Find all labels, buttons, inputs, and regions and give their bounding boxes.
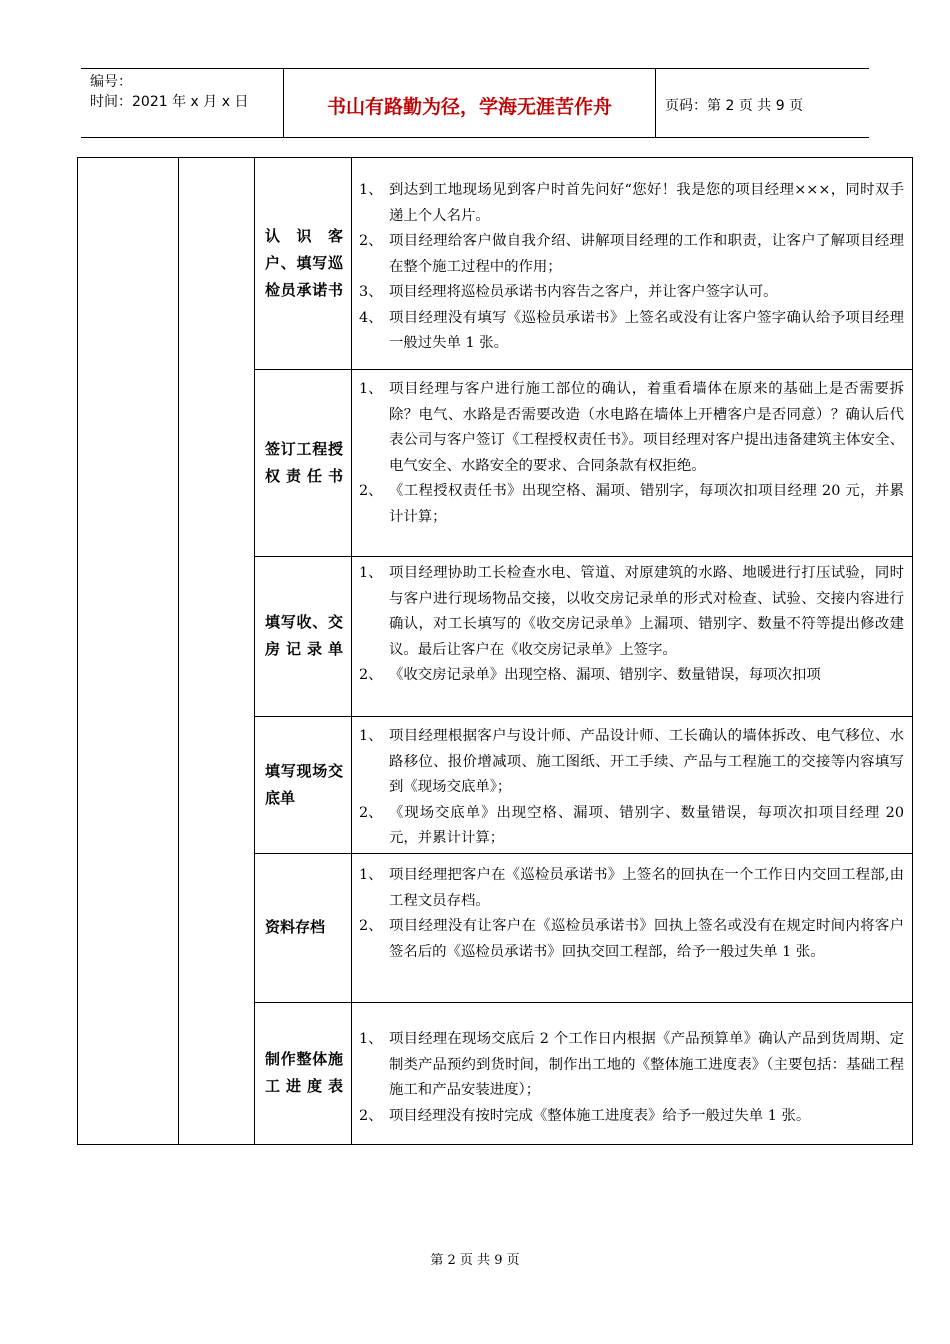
list-item [359,914,904,965]
list-item [359,863,904,914]
list-item [359,663,904,689]
table-row [254,853,912,1003]
row-label [254,1002,351,1144]
header-page-info: 页码：第 2 页 共 9 页 [665,98,804,114]
list-item [359,229,904,280]
page-header [81,68,869,138]
item-text: 项目经理协助工长检查水电、管道、对原建筑的水路、地暖进行打压试验，同时与客户进行现场物品交接，以收交房记录单的形式对检查、试验、交接内容进行确认，对工长填写的《收交房记录单》上漏项、错别字、数量不符等提出修改建议。最后让客户在《收交房记录单》上签字。 [389,565,904,658]
row-label [254,556,351,716]
list-item [359,377,904,479]
item-number: 4、 [359,309,383,326]
item-text: 到达到工地现场见到客户时首先问好“您好！我是您的项目经理×××，同时双手递上个人名片。 [389,182,904,224]
item-text: 《工程授权责任书》出现空格、漏项、错别字，每项次扣项目经理 20 元，并累计计算； [389,483,904,525]
list-item [359,1104,904,1130]
item-text: 项目经理给客户做自我介绍、讲解项目经理的工作和职责，让客户了解项目经理在整个施工过程中的作用； [389,233,904,275]
table-row [254,369,912,557]
row-content [351,716,912,853]
item-text: 项目经理将巡检员承诺书内容告之客户，并让客户签字认可。 [389,284,778,300]
page-footer: 第 2 页 共 9 页 [430,1253,520,1268]
row-label-text: 签订工程授权责任书 [265,439,343,485]
item-text: 项目经理根据客户与设计师、产品设计师、工长确认的墙体拆改、电气移位、水路移位、报价增减项、施工图纸、开工手续、产品与工程施工的交接等内容填写到《现场交底单》； [389,728,904,795]
row-label [254,158,351,369]
row-label-text: 填写现场交底单 [265,761,343,807]
document-time: 时间：2021 年 x 月 x 日 [90,94,249,110]
row-label-text: 认 识 客户、填写巡检员承诺书 [265,227,343,299]
item-number: 1、 [359,565,383,581]
row-label-text: 填写收、交房记录单 [265,613,343,658]
item-text: 项目经理把客户在《巡检员承诺书》上签名的回执在一个工作日内交回工程部,由工程文员存档。 [389,867,904,909]
item-number: 1、 [359,1031,383,1047]
item-text: 《收交房记录单》出现空格、漏项、错别字、数量错误，每项次扣项 [389,667,821,683]
document-number: 编号： [90,74,132,90]
row-content [351,369,912,556]
list-item [359,479,904,530]
list-item [359,178,904,229]
row-label [254,369,351,556]
item-number: 2、 [359,804,383,821]
item-number: 1、 [359,867,383,883]
list-item [359,801,904,852]
table-row [254,556,912,717]
item-text: 项目经理与客户进行施工部位的确认，着重看墙体在原来的基础上是否需要拆除？电气、水路是否需要改造（水电路在墙体上开槽客户是否同意）？确认后代表公司与客户签订《工程授权责任书》。项目经理对客户提出违备建筑主体安全、电气安全、水路安全的要求、合同条款有权拒绝。 [389,381,904,474]
row-content [351,1002,912,1144]
item-number: 2、 [359,667,383,683]
table-row [254,716,912,854]
header-motto: 书山有路勤为径，学海无涯苦作舟 [284,69,656,137]
item-text: 项目经理没有按时完成《整体施工进度表》给予一般过失单 1 张。 [389,1107,811,1124]
item-number: 2、 [359,1107,383,1124]
item-number: 1、 [359,381,383,397]
item-number: 3、 [359,284,383,300]
row-label-text: 资料存档 [265,918,326,936]
item-text: 项目经理在现场交底后 2 个工作日内根据《产品预算单》确认产品到货周期、定制类产品预约到货时间，制作出工地的《整体施工进度表》（主要包括：基础工程施工和产品安装进度）； [389,1031,904,1098]
row-content [351,853,912,1002]
item-text: 《现场交底单》出现空格、漏项、错别字、数量错误，每项次扣项目经理 20 元，并累计计算； [389,804,904,846]
list-item [359,1027,904,1104]
row-label [254,716,351,853]
table-row [254,1002,912,1144]
item-number: 2、 [359,918,383,934]
item-text: 项目经理没有填写《巡检员承诺书》上签名或没有让客户签字确认给予项目经理一般过失单 1 张。 [389,309,904,351]
item-text: 项目经理没有让客户在《巡检员承诺书》回执上签名或没有在规定时间内将客户签名后的《巡检员承诺书》回执交回工程部，给予一般过失单 1 张。 [389,918,904,960]
procedure-table [77,157,913,1145]
list-item [359,724,904,801]
row-content [351,158,912,369]
item-number: 2、 [359,233,383,249]
header-meta [81,69,284,137]
list-item [359,306,904,357]
row-label [254,853,351,1002]
table-row [254,158,912,370]
list-item [359,280,904,306]
item-number: 1、 [359,728,383,744]
row-label-text: 制作整体施工进度表 [265,1050,343,1095]
item-number: 2、 [359,483,383,499]
list-item [359,561,904,663]
table-divider [178,158,179,1144]
row-content [351,556,912,716]
item-number: 1、 [359,182,383,198]
